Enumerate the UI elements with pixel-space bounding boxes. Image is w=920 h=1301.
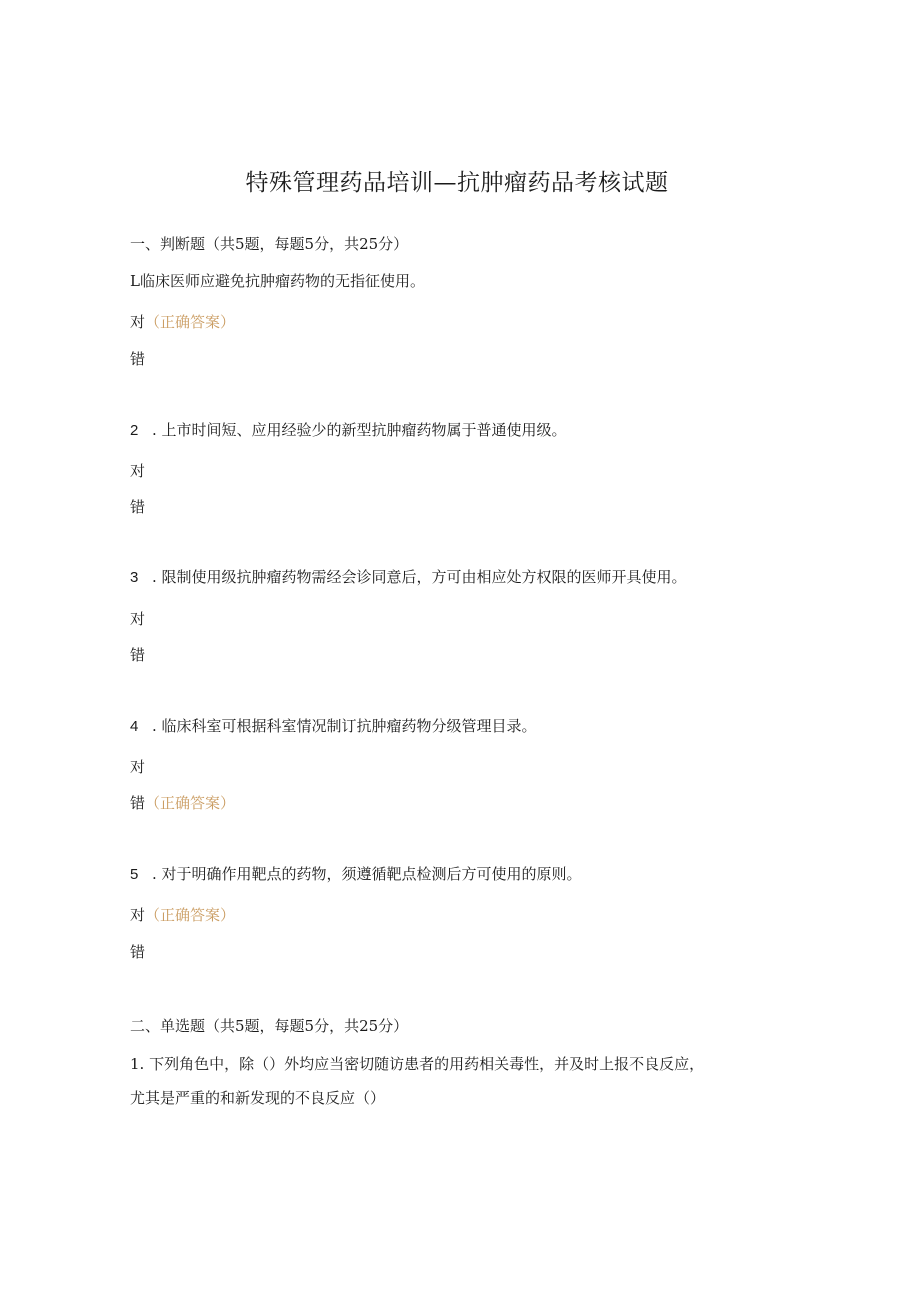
question-text: . 临床科室可根据科室情况制订抗肿瘤药物分级管理目录。 bbox=[152, 717, 537, 735]
question-1 bbox=[130, 1054, 704, 1074]
question-number: 1. bbox=[130, 1055, 145, 1073]
question-2 bbox=[130, 420, 567, 441]
option-label: 对 bbox=[130, 906, 146, 924]
question-number: 4 bbox=[130, 718, 139, 735]
option-label: 错 bbox=[130, 646, 146, 664]
option-label: 错 bbox=[130, 350, 146, 368]
option-false[interactable] bbox=[130, 497, 145, 517]
option-label: 错 bbox=[130, 498, 146, 516]
section-heading-judgment: 一、判断题（共5题，每题5分，共25分） bbox=[130, 235, 409, 253]
option-false[interactable] bbox=[130, 645, 145, 665]
option-label: 错 bbox=[130, 794, 146, 812]
option-true[interactable] bbox=[130, 905, 235, 925]
question-4 bbox=[130, 716, 537, 737]
option-false[interactable] bbox=[130, 793, 235, 813]
option-false[interactable] bbox=[130, 942, 145, 962]
option-true[interactable] bbox=[130, 609, 145, 629]
page-title: 特殊管理药品培训—抗肿瘤药品考核试题 bbox=[245, 170, 669, 196]
question-1 bbox=[130, 271, 425, 291]
option-true[interactable] bbox=[130, 461, 145, 481]
option-label: 错 bbox=[130, 943, 146, 961]
correct-answer-tag: （正确答案） bbox=[145, 906, 236, 924]
option-label: 对 bbox=[130, 610, 146, 628]
section-heading-single-choice: 二、单选题（共5题，每题5分，共25分） bbox=[130, 1017, 409, 1035]
question-text: 临床医师应避免抗肿瘤药物的无指征使用。 bbox=[139, 272, 425, 290]
option-label: 对 bbox=[130, 313, 146, 331]
question-number: L bbox=[130, 272, 140, 290]
question-number: 5 bbox=[130, 866, 139, 883]
question-text: 下列角色中，除（）外均应当密切随访患者的用药相关毒性，并及时上报不良反应， bbox=[149, 1055, 705, 1073]
question-number: 3 bbox=[130, 569, 139, 586]
question-text-continued: 尤其是严重的和新发现的不良反应（） bbox=[130, 1089, 386, 1107]
question-text: . 上市时间短、应用经验少的新型抗肿瘤药物属于普通使用级。 bbox=[152, 421, 567, 439]
option-label: 对 bbox=[130, 462, 146, 480]
correct-answer-tag: （正确答案） bbox=[145, 794, 236, 812]
question-number: 2 bbox=[130, 422, 139, 439]
option-false[interactable] bbox=[130, 349, 145, 369]
question-3 bbox=[130, 567, 687, 588]
question-5 bbox=[130, 864, 582, 885]
correct-answer-tag: （正确答案） bbox=[145, 313, 236, 331]
option-label: 对 bbox=[130, 758, 146, 776]
option-true[interactable] bbox=[130, 312, 235, 332]
option-true[interactable] bbox=[130, 757, 145, 777]
question-text: . 限制使用级抗肿瘤药物需经会诊同意后，方可由相应处方权限的医师开具使用。 bbox=[152, 568, 687, 586]
question-text: . 对于明确作用靶点的药物，须遵循靶点检测后方可使用的原则。 bbox=[152, 865, 582, 883]
